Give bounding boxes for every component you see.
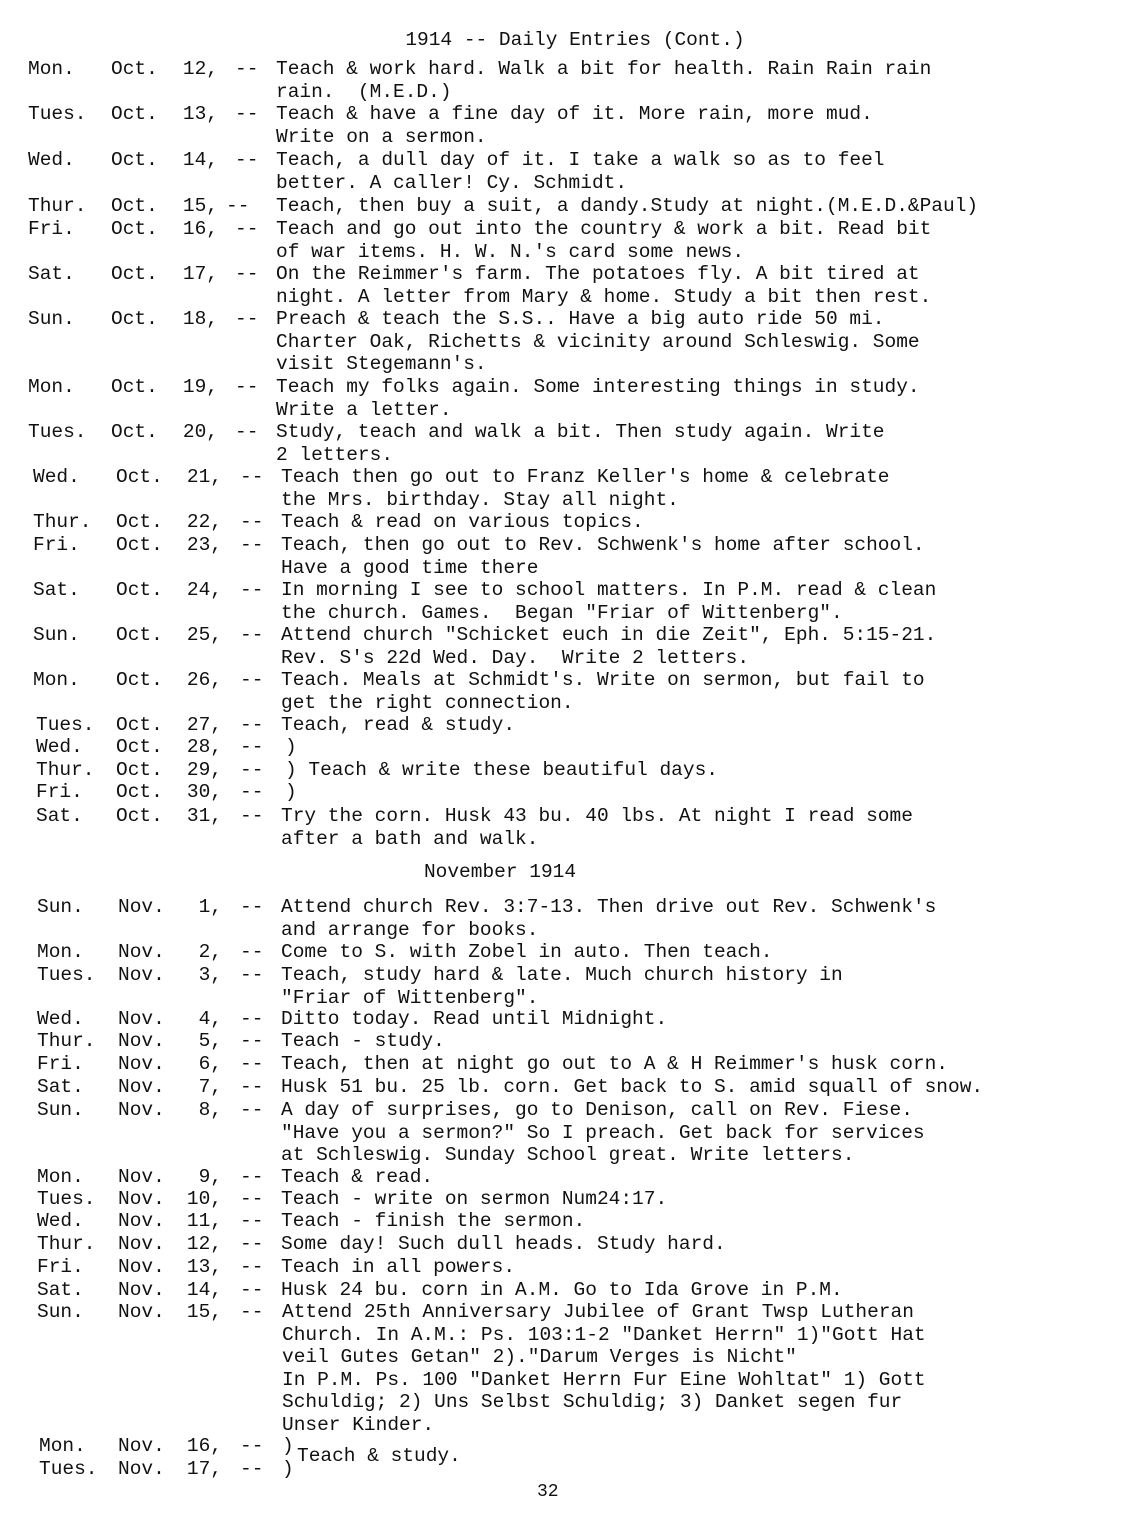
page-number: 32 bbox=[537, 1482, 559, 1502]
entry-text: Teach, then buy a suit, a dandy.Study at night.(M.E.D.&Paul) bbox=[276, 195, 979, 217]
entry-separator: -- bbox=[240, 466, 264, 488]
entry-date: 30, bbox=[186, 781, 222, 803]
entry-month: Nov. bbox=[118, 1076, 165, 1098]
entry-month: Oct. bbox=[111, 218, 158, 240]
entry-text: Teach & have a fine day of it. More rain, more mud. Write on a sermon. bbox=[276, 103, 873, 148]
entry-month: Nov. bbox=[118, 1030, 165, 1052]
entry-separator: -- bbox=[226, 195, 250, 217]
entry-date: 14, bbox=[186, 1279, 222, 1301]
entry-day: Sun. bbox=[37, 896, 84, 918]
entry-separator: -- bbox=[235, 308, 259, 330]
entry-month: Oct. bbox=[111, 58, 158, 80]
entry-date: 3, bbox=[198, 964, 222, 986]
entry-text: Teach and go out into the country & work a bit. Read bit of war items. H. W. N.'s card some news. bbox=[276, 218, 932, 263]
entry-date: 11, bbox=[186, 1210, 222, 1232]
entry-day: Sat. bbox=[33, 579, 80, 601]
entry-day: Sat. bbox=[37, 1076, 84, 1098]
entry-text: Teach - write on sermon Num24:17. bbox=[281, 1188, 668, 1210]
entry-day: Thur. bbox=[33, 511, 92, 533]
entry-day: Fri. bbox=[33, 534, 80, 556]
entry-month: Oct. bbox=[116, 781, 163, 803]
entry-separator: -- bbox=[240, 1099, 264, 1121]
entry-date: 15, bbox=[186, 1301, 222, 1323]
entry-separator: -- bbox=[235, 421, 259, 443]
entry-date: 27, bbox=[186, 714, 222, 736]
entry-day: Thur. bbox=[37, 1233, 96, 1255]
entry-date: 6, bbox=[198, 1053, 222, 1075]
entry-text: Teach & read on various topics. bbox=[281, 511, 644, 533]
entry-month: Nov. bbox=[118, 1166, 165, 1188]
entry-month: Nov. bbox=[118, 1008, 165, 1030]
entry-month: Nov. bbox=[118, 941, 165, 963]
entry-month: Oct. bbox=[116, 759, 163, 781]
entry-day: Tues. bbox=[36, 714, 95, 736]
entry-month: Nov. bbox=[118, 1458, 165, 1480]
entry-separator: -- bbox=[240, 714, 264, 736]
entry-separator: -- bbox=[240, 1256, 264, 1278]
entry-month: Nov. bbox=[118, 1188, 165, 1210]
entry-date: 16, bbox=[182, 218, 218, 240]
entry-separator: -- bbox=[240, 1458, 264, 1480]
entry-text: Teach then go out to Franz Keller's home & celebrate the Mrs. birthday. Stay all night. bbox=[281, 466, 890, 511]
entry-date: 28, bbox=[186, 736, 222, 758]
entry-text: In morning I see to school matters. In P.M. read & clean the church. Games. Began "Friar of Wittenberg". bbox=[281, 579, 937, 624]
entry-separator: -- bbox=[240, 1188, 264, 1210]
entry-separator: -- bbox=[240, 1030, 264, 1052]
entry-separator: -- bbox=[240, 1210, 264, 1232]
entry-separator: -- bbox=[240, 736, 264, 758]
entry-text: Preach & teach the S.S.. Have a big auto ride 50 mi. Charter Oak, Richetts & vicinity around Schleswig. Some visit Stegemann's. bbox=[276, 308, 920, 375]
entry-text: ) bbox=[282, 1435, 294, 1457]
entry-text: Teach, study hard & late. Much church history in "Friar of Wittenberg". bbox=[281, 964, 843, 1009]
entry-text: Husk 24 bu. corn in A.M. Go to Ida Grove in P.M. bbox=[281, 1279, 843, 1301]
entry-day: Mon. bbox=[33, 669, 80, 691]
entry-separator: -- bbox=[240, 1279, 264, 1301]
entry-day: Tues. bbox=[28, 103, 87, 125]
entry-date: 7, bbox=[198, 1076, 222, 1098]
entry-month: Oct. bbox=[116, 736, 163, 758]
entry-date: 15, bbox=[182, 195, 218, 217]
entry-month: Nov. bbox=[118, 1053, 165, 1075]
entry-month: Oct. bbox=[116, 466, 163, 488]
entry-day: Wed. bbox=[33, 466, 80, 488]
entry-month: Nov. bbox=[118, 964, 165, 986]
entry-text: Teach & read. bbox=[281, 1166, 434, 1188]
entry-text: Ditto today. Read until Midnight. bbox=[281, 1008, 668, 1030]
entry-date: 29, bbox=[186, 759, 222, 781]
entry-day: Sat. bbox=[36, 805, 83, 827]
entry-date: 23, bbox=[186, 534, 222, 556]
entry-date: 17, bbox=[186, 1458, 222, 1480]
entry-date: 13, bbox=[186, 1256, 222, 1278]
entry-day: Thur. bbox=[28, 195, 87, 217]
entry-day: Mon. bbox=[28, 58, 75, 80]
entry-day: Thur. bbox=[37, 1030, 96, 1052]
entry-day: Fri. bbox=[36, 781, 83, 803]
entry-day: Tues. bbox=[37, 1188, 96, 1210]
entry-separator: -- bbox=[240, 1053, 264, 1075]
entry-date: 24, bbox=[186, 579, 222, 601]
entry-month: Nov. bbox=[118, 1301, 165, 1323]
entry-month: Oct. bbox=[116, 624, 163, 646]
entry-month: Oct. bbox=[116, 579, 163, 601]
entry-text: Some day! Such dull heads. Study hard. bbox=[281, 1233, 726, 1255]
entry-month: Oct. bbox=[111, 263, 158, 285]
entry-text: Teach, then go out to Rev. Schwenk's home after school. Have a good time there bbox=[281, 534, 925, 579]
entry-date: 4, bbox=[198, 1008, 222, 1030]
entry-month: Oct. bbox=[111, 376, 158, 398]
entry-month: Nov. bbox=[118, 1256, 165, 1278]
page-header: 1914 -- Daily Entries (Cont.) bbox=[405, 29, 745, 51]
entry-month: Oct. bbox=[116, 805, 163, 827]
entry-day: Mon. bbox=[39, 1435, 86, 1457]
entry-day: Sun. bbox=[37, 1099, 84, 1121]
entry-month: Oct. bbox=[111, 421, 158, 443]
entry-month: Oct. bbox=[116, 511, 163, 533]
entry-month: Nov. bbox=[118, 1435, 165, 1457]
entry-month: Oct. bbox=[116, 534, 163, 556]
entry-month: Nov. bbox=[118, 1210, 165, 1232]
entry-separator: -- bbox=[240, 624, 264, 646]
november-heading: November 1914 bbox=[423, 861, 577, 883]
entry-text: Attend 25th Anniversary Jubilee of Grant Twsp Lutheran Church. In A.M.: Ps. 103:1-2 "Danket Herrn" 1)"Gott Hat veil Gutes Getan" 2)."Darum Verges is Nicht" In P.M. Ps. 100 "Danket Herrn Fur Eine Wohltat" 1) Gott Schuldig; 2) Uns Selbst Schuldig; 3) Danket segen fur Unser Kinder. bbox=[282, 1301, 926, 1436]
entry-date: 31, bbox=[186, 805, 222, 827]
entry-day: Sun. bbox=[33, 624, 80, 646]
entry-separator: -- bbox=[240, 579, 264, 601]
entry-day: Mon. bbox=[28, 376, 75, 398]
entry-separator: -- bbox=[240, 896, 264, 918]
entry-date: 10, bbox=[186, 1188, 222, 1210]
entry-month: Nov. bbox=[118, 1099, 165, 1121]
entry-date: 26, bbox=[186, 669, 222, 691]
entry-month: Oct. bbox=[111, 103, 158, 125]
entry-day: Wed. bbox=[37, 1008, 84, 1030]
entry-month: Nov. bbox=[118, 896, 165, 918]
entry-date: 13, bbox=[182, 103, 218, 125]
entry-text: Teach. Meals at Schmidt's. Write on sermon, but fail to get the right connection. bbox=[281, 669, 925, 714]
entry-separator: -- bbox=[240, 1233, 264, 1255]
entry-text: Teach - study. bbox=[281, 1030, 445, 1052]
entry-text: Study, teach and walk a bit. Then study again. Write 2 letters. bbox=[276, 421, 885, 466]
entry-text: ) bbox=[285, 781, 297, 803]
entry-separator: -- bbox=[235, 103, 259, 125]
entry-separator: -- bbox=[240, 1076, 264, 1098]
entry-text: Try the corn. Husk 43 bu. 40 lbs. At night I read some after a bath and walk. bbox=[281, 805, 913, 850]
entry-day: Sat. bbox=[28, 263, 75, 285]
entry-month: Nov. bbox=[118, 1233, 165, 1255]
entry-separator: -- bbox=[240, 534, 264, 556]
entry-separator: -- bbox=[235, 218, 259, 240]
entry-text: Teach & work hard. Walk a bit for health. Rain Rain rain rain. (M.E.D.) bbox=[276, 58, 932, 103]
entry-day: Wed. bbox=[28, 149, 75, 171]
entry-month: Nov. bbox=[118, 1279, 165, 1301]
entry-separator: -- bbox=[240, 1166, 264, 1188]
entry-separator: -- bbox=[235, 263, 259, 285]
entry-day: Tues. bbox=[39, 1458, 98, 1480]
entry-day: Mon. bbox=[37, 941, 84, 963]
entry-separator: -- bbox=[240, 1435, 264, 1457]
entry-day: Mon. bbox=[37, 1166, 84, 1188]
entry-separator: -- bbox=[240, 964, 264, 986]
entry-separator: -- bbox=[240, 781, 264, 803]
entry-date: 16, bbox=[186, 1435, 222, 1457]
entry-date: 20, bbox=[182, 421, 218, 443]
entry-date: 22, bbox=[186, 511, 222, 533]
entry-day: Tues. bbox=[37, 964, 96, 986]
entry-date: 1, bbox=[198, 896, 222, 918]
entry-text: Teach, read & study. bbox=[281, 714, 516, 736]
entry-date: 5, bbox=[198, 1030, 222, 1052]
entry-month: Oct. bbox=[116, 669, 163, 691]
entry-text: ) bbox=[282, 1458, 294, 1480]
entry-separator: -- bbox=[240, 669, 264, 691]
entry-date: 18, bbox=[182, 308, 218, 330]
entry-day: Thur. bbox=[36, 759, 95, 781]
entry-day: Wed. bbox=[37, 1210, 84, 1232]
entry-date: 19, bbox=[182, 376, 218, 398]
entry-separator: -- bbox=[240, 511, 264, 533]
entry-separator: -- bbox=[240, 805, 264, 827]
entry-month: Oct. bbox=[116, 714, 163, 736]
entry-month: Oct. bbox=[111, 195, 158, 217]
entry-date: 17, bbox=[182, 263, 218, 285]
entry-separator: -- bbox=[240, 941, 264, 963]
entry-text: Attend church "Schicket euch in die Zeit", Eph. 5:15-21. Rev. S's 22d Wed. Day. Write 2 letters. bbox=[281, 624, 937, 669]
entry-date: 8, bbox=[198, 1099, 222, 1121]
entry-text: Teach, then at night go out to A & H Reimmer's husk corn. bbox=[281, 1053, 949, 1075]
entry-day: Fri. bbox=[37, 1256, 84, 1278]
entry-text: Teach my folks again. Some interesting things in study. Write a letter. bbox=[276, 376, 920, 421]
entry-month: Oct. bbox=[111, 308, 158, 330]
entry-separator: -- bbox=[240, 1008, 264, 1030]
entry-text: Attend church Rev. 3:7-13. Then drive out Rev. Schwenk's and arrange for books. bbox=[281, 896, 937, 941]
entry-text: Husk 51 bu. 25 lb. corn. Get back to S. amid squall of snow. bbox=[281, 1076, 984, 1098]
entry-day: Sun. bbox=[37, 1301, 84, 1323]
entry-separator: -- bbox=[235, 376, 259, 398]
entry-day: Sat. bbox=[37, 1279, 84, 1301]
entry-date: 12, bbox=[182, 58, 218, 80]
entry-text: ) bbox=[285, 736, 297, 758]
entry-date: 9, bbox=[198, 1166, 222, 1188]
entry-text: On the Reimmer's farm. The potatoes fly. A bit tired at night. A letter from Mary & home. Study a bit then rest. bbox=[276, 263, 932, 308]
bracket-note: Teach & study. bbox=[297, 1445, 461, 1467]
entry-date: 2, bbox=[198, 941, 222, 963]
entry-separator: -- bbox=[235, 149, 259, 171]
entry-day: Fri. bbox=[37, 1053, 84, 1075]
entry-date: 25, bbox=[186, 624, 222, 646]
entry-month: Oct. bbox=[111, 149, 158, 171]
entry-text: A day of surprises, go to Denison, call on Rev. Fiese. "Have you a sermon?" So I preach. Get back for services at Schleswig. Sunday School great. Write letters. bbox=[281, 1099, 925, 1166]
entry-text: Teach in all powers. bbox=[281, 1256, 516, 1278]
entry-text: Come to S. with Zobel in auto. Then teach. bbox=[281, 941, 773, 963]
entry-day: Tues. bbox=[28, 421, 87, 443]
entry-separator: -- bbox=[240, 759, 264, 781]
entry-day: Sun. bbox=[28, 308, 75, 330]
entry-separator: -- bbox=[235, 58, 259, 80]
entry-day: Fri. bbox=[28, 218, 75, 240]
entry-text: Teach, a dull day of it. I take a walk so as to feel better. A caller! Cy. Schmidt. bbox=[276, 149, 885, 194]
entry-separator: -- bbox=[240, 1301, 264, 1323]
entry-date: 12, bbox=[186, 1233, 222, 1255]
entry-date: 14, bbox=[182, 149, 218, 171]
entry-text: ) Teach & write these beautiful days. bbox=[285, 759, 718, 781]
entry-text: Teach - finish the sermon. bbox=[281, 1210, 586, 1232]
entry-date: 21, bbox=[186, 466, 222, 488]
entry-day: Wed. bbox=[36, 736, 83, 758]
